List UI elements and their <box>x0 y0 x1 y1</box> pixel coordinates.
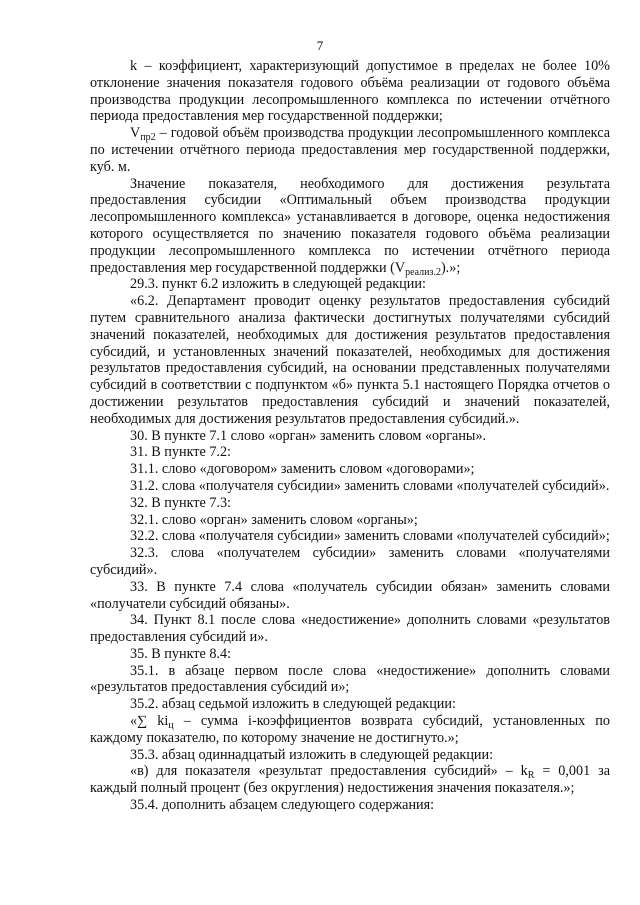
paragraph <box>90 612 610 646</box>
paragraph-text: 29.3. пункт 6.2 изложить в следующей редакции: <box>130 276 426 293</box>
paragraph <box>90 797 610 814</box>
paragraph-text: 32.3. слова «получателем субсидии» заменить словами «получателями субсидий». <box>90 545 610 578</box>
paragraph-text: 32.2. слова «получателя субсидии» заменить словами «получателей субсидий»; <box>130 528 610 545</box>
paragraph-text: 34. Пункт 8.1 после слова «недостижение» дополнить словами «результатов предоставления субсидий и». <box>90 612 610 646</box>
paragraph-text: 35.2. абзац седьмой изложить в следующей редакции: <box>130 696 456 713</box>
paragraph-text: «∑ ki <box>130 713 169 730</box>
paragraph <box>90 461 610 478</box>
paragraph-text: – сумма i-коэффициентов возврата субсидий, установленных по каждому показателю, по которому значение не достигнуто.»; <box>90 713 610 746</box>
paragraph <box>90 696 610 713</box>
paragraph-text: 33. В пункте 7.4 слова «получатель субсидии обязан» заменить словами «получатели субсидий обязаны». <box>90 578 610 612</box>
document-body <box>90 58 610 814</box>
paragraph-text: 31.1. слово «договором» заменить словом «договорами»; <box>130 461 475 478</box>
paragraph <box>90 495 610 512</box>
paragraph <box>90 646 610 663</box>
paragraph <box>90 176 610 277</box>
page-number: 7 <box>316 38 324 53</box>
subscript-text: реализ.2 <box>405 266 441 278</box>
paragraph-text: – годовой объём производства продукции лесопромышленного комплекса по истечении отчётного периода предоставления мер государственной поддержки, куб. м. <box>90 125 610 175</box>
paragraph <box>90 763 610 797</box>
paragraph <box>90 545 610 579</box>
paragraph-text: 32. В пункте 7.3: <box>130 494 231 511</box>
paragraph <box>90 276 610 293</box>
paragraph <box>90 747 610 764</box>
paragraph <box>90 58 610 125</box>
paragraph <box>90 428 610 445</box>
subscript-text: пр2 <box>140 132 156 144</box>
paragraph-text: 35.1. в абзаце первом после слова «недостижение» дополнить словами «результатов предоставления субсидий и»; <box>90 662 610 696</box>
paragraph-text: «6.2. Департамент проводит оценку результатов предоставления субсидий путем сравнительного анализа фактически достигнутых получателями субсидий значений показателей, необходимых для достижения результатов предоставления субсидий, и установленных значений показателей, необходимых для достижения результатов предоставления субсидий, на основании представленных получателями субсидий в соответствии с подпунктом «б» пункта 5.1 настоящего Порядка отчетов о достижении результатов предоставления субсидий и значений показателей, необходимых для достижения результатов предоставления субсидий.». <box>90 293 610 427</box>
paragraph-text: 31.2. слова «получателя субсидии» заменить словами «получателей субсидий». <box>130 477 610 494</box>
paragraph <box>90 444 610 461</box>
paragraph-text: V <box>130 125 141 142</box>
paragraph <box>90 713 610 747</box>
paragraph-text: 30. В пункте 7.1 слово «орган» заменить словом «органы». <box>130 427 487 444</box>
subscript-text: R <box>527 770 535 782</box>
paragraph <box>90 663 610 697</box>
paragraph-text: k – коэффициент, характеризующий допустимое в пределах не более 10% отклонение значения показателя годового объёма реализации от годового объёма производства продукции лесопромышленного комплекса по истечении отчётного периода предоставления мер государственной поддержки; <box>90 58 610 125</box>
paragraph <box>90 512 610 529</box>
paragraph-text: 35.4. дополнить абзацем следующего содержания: <box>130 797 435 814</box>
subscript-text: ц <box>168 720 174 732</box>
paragraph-text: Значение показателя, необходимого для достижения результата предоставления субсидии «Оптимальный объем производства продукции лесопромышленного комплекса» устанавливается в договоре, оценка недостижения которого осуществляется по значению показателя годового объёма реализации продукции лесопромышленного комплекса по истечении отчётного периода предоставления мер государственной поддержки (V <box>90 175 610 276</box>
paragraph-text: «в) для показателя «результат предоставления субсидий» – k <box>130 763 528 780</box>
paragraph-text: 35.3. абзац одиннадцатый изложить в следующей редакции: <box>130 746 494 763</box>
paragraph-text: = 0,001 за каждый полный процент (без округления) недостижения значения показателя.»; <box>90 763 610 797</box>
paragraph <box>90 579 610 613</box>
paragraph-text: 32.1. слово «орган» заменить словом «органы»; <box>130 511 418 528</box>
paragraph <box>90 528 610 545</box>
paragraph-text: 35. В пункте 8.4: <box>130 645 231 662</box>
paragraph <box>90 293 610 427</box>
paragraph <box>90 125 610 175</box>
paragraph <box>90 478 610 495</box>
paragraph-text: 31. В пункте 7.2: <box>130 444 231 461</box>
paragraph-text: ).»; <box>440 259 461 276</box>
